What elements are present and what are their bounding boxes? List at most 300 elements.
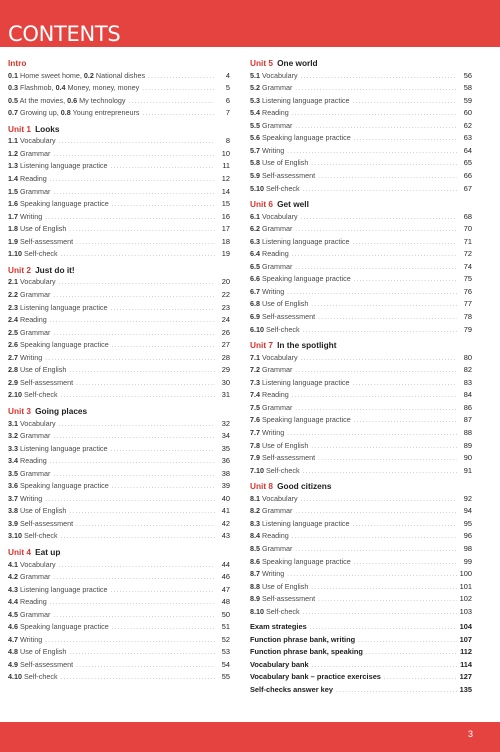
- lesson-number: 4.3: [8, 584, 18, 594]
- toc-entry-label: Exam strategies: [250, 622, 307, 632]
- unit-section: [250, 198, 472, 336]
- lesson-number: 3.6: [8, 481, 18, 491]
- dot-leader: [45, 635, 215, 648]
- lesson-title: Writing: [262, 145, 285, 155]
- toc-entry-label: [8, 70, 145, 83]
- toc-entry-label: [8, 107, 140, 120]
- toc-entry[interactable]: [250, 236, 472, 249]
- toc-entry[interactable]: [250, 211, 472, 224]
- toc-entry[interactable]: [250, 493, 472, 506]
- lesson-number: 6.5: [250, 261, 260, 271]
- page-ref: 74: [463, 261, 472, 271]
- toc-entry[interactable]: [8, 289, 230, 302]
- page-ref: 42: [221, 518, 230, 528]
- toc-entry[interactable]: [8, 352, 230, 365]
- lesson-title: Grammar: [262, 261, 293, 271]
- unit-section: [8, 405, 230, 543]
- toc-entry[interactable]: [8, 377, 230, 390]
- unit-heading: [8, 405, 230, 418]
- toc-entry[interactable]: [250, 465, 472, 478]
- lesson-number: 4.4: [8, 597, 18, 607]
- toc-entry[interactable]: [250, 530, 472, 543]
- toc-entry-label: [250, 402, 292, 415]
- page-ref: 62: [463, 120, 472, 130]
- lesson-title: Use of English: [262, 440, 309, 450]
- toc-entry[interactable]: [250, 581, 472, 594]
- toc-entry-label: [250, 518, 350, 531]
- lesson-title: Speaking language practice: [262, 274, 351, 284]
- toc-entry[interactable]: [8, 135, 230, 148]
- lesson-number: 5.3: [250, 95, 260, 105]
- toc-entry[interactable]: [8, 211, 230, 224]
- lesson-number: 0.3: [8, 83, 18, 93]
- toc-entry[interactable]: [8, 480, 230, 493]
- page-ref: 75: [463, 274, 472, 284]
- toc-entry[interactable]: [250, 311, 472, 324]
- toc-entry[interactable]: [8, 186, 230, 199]
- lesson-number: 7.8: [250, 440, 260, 450]
- toc-entry[interactable]: [250, 364, 472, 377]
- unit-number: Unit 3: [8, 405, 32, 416]
- toc-entry[interactable]: [250, 145, 472, 158]
- toc-entry[interactable]: [250, 414, 472, 427]
- page-ref: 76: [463, 286, 472, 296]
- toc-entry-label: [8, 223, 66, 236]
- page-ref: 16: [221, 211, 230, 221]
- lesson-title: Young entrepreneurs: [72, 108, 140, 118]
- lesson-title: Reading: [20, 456, 47, 466]
- toc-entry[interactable]: [8, 443, 230, 456]
- page-ref: 65: [463, 158, 472, 168]
- page-ref: 114: [460, 659, 472, 669]
- toc-entry[interactable]: [250, 440, 472, 453]
- lesson-number: 8.5: [250, 543, 260, 553]
- toc-entry-label: [8, 314, 47, 327]
- toc-entry-label: [250, 452, 315, 465]
- lesson-number: 6.6: [250, 274, 260, 284]
- toc-entry[interactable]: [250, 273, 472, 286]
- toc-entry[interactable]: [250, 389, 472, 402]
- toc-entry[interactable]: [250, 120, 472, 133]
- toc-entry[interactable]: [8, 339, 230, 352]
- toc-entry-label: [8, 276, 56, 289]
- toc-entry[interactable]: [8, 160, 230, 173]
- dot-leader: [287, 569, 456, 582]
- lesson-number: 3.8: [8, 506, 18, 516]
- toc-entry[interactable]: [8, 276, 230, 289]
- contents-column-right: [250, 55, 472, 700]
- lesson-title: Speaking language practice: [20, 340, 109, 350]
- page-ref: 19: [221, 249, 230, 259]
- toc-entry[interactable]: [8, 107, 230, 120]
- dot-leader: [111, 585, 215, 598]
- lesson-number: 2.8: [8, 365, 18, 375]
- toc-entry[interactable]: [250, 223, 472, 236]
- dot-leader: [384, 672, 457, 685]
- page-ref: 79: [463, 324, 472, 334]
- page-ref: 96: [463, 531, 472, 541]
- toc-entry[interactable]: [8, 223, 230, 236]
- toc-entry[interactable]: [250, 646, 472, 659]
- lesson-number: 5.9: [250, 170, 260, 180]
- page-ref: 60: [463, 108, 472, 118]
- lesson-title: Listening language practice: [262, 95, 350, 105]
- dot-leader: [292, 531, 457, 544]
- toc-entry[interactable]: [250, 170, 472, 183]
- page-ref: 18: [221, 236, 230, 246]
- lesson-title: Use of English: [20, 506, 67, 516]
- lesson-title: Home sweet home,: [20, 70, 84, 80]
- page-ref: 58: [463, 83, 472, 93]
- toc-entry[interactable]: [8, 634, 230, 647]
- page-ref: 11: [222, 161, 230, 171]
- lesson-number: 3.4: [8, 456, 18, 466]
- lesson-title: Grammar: [20, 148, 51, 158]
- toc-entry-label: [250, 324, 300, 337]
- toc-entry-label: [8, 659, 73, 672]
- page-ref: 82: [463, 365, 472, 375]
- toc-entry-label: [8, 173, 47, 186]
- lesson-number: 1.6: [8, 199, 18, 209]
- lesson-title: Grammar: [20, 609, 51, 619]
- dot-leader: [318, 312, 457, 325]
- page-ref: 84: [463, 390, 472, 400]
- toc-entry-label: [250, 389, 289, 402]
- toc-entry[interactable]: [8, 646, 230, 659]
- toc-entry[interactable]: [8, 418, 230, 431]
- dot-leader: [292, 390, 457, 403]
- dot-leader: [59, 560, 215, 573]
- page-ref: 91: [463, 465, 472, 475]
- toc-entry[interactable]: [250, 298, 472, 311]
- toc-entry[interactable]: [250, 402, 472, 415]
- dot-leader: [303, 607, 457, 620]
- lesson-title: Listening language practice: [20, 302, 108, 312]
- toc-entry[interactable]: [250, 324, 472, 337]
- dot-leader: [50, 174, 215, 187]
- toc-entry-label: Function phrase bank, speaking: [250, 647, 363, 657]
- lesson-title: Flashmob,: [20, 83, 56, 93]
- lesson-title: Use of English: [20, 224, 67, 234]
- toc-entry[interactable]: [8, 621, 230, 634]
- toc-entry-label: [250, 170, 315, 183]
- unit-title: In the spotlight: [277, 340, 337, 351]
- toc-entry[interactable]: [250, 377, 472, 390]
- dot-leader: [76, 519, 215, 532]
- page-ref: 24: [221, 315, 230, 325]
- toc-entry-label: [8, 634, 42, 647]
- lesson-title: Self-check: [24, 249, 58, 259]
- toc-entry[interactable]: [8, 70, 230, 83]
- toc-entry-label: [8, 455, 47, 468]
- toc-entry[interactable]: [250, 543, 472, 556]
- dot-leader: [142, 83, 215, 96]
- toc-entry-label: [250, 568, 284, 581]
- toc-entry[interactable]: [250, 261, 472, 274]
- toc-entry[interactable]: [250, 82, 472, 95]
- lesson-number: 6.2: [250, 224, 260, 234]
- lesson-number: 0.4: [55, 83, 66, 93]
- toc-entry[interactable]: [250, 70, 472, 83]
- dot-leader: [311, 158, 457, 171]
- lesson-title: Vocabulary: [262, 70, 298, 80]
- toc-entry-label: [250, 465, 300, 478]
- toc-entry[interactable]: [250, 183, 472, 196]
- page-ref: 70: [463, 224, 472, 234]
- page-ref: 46: [221, 572, 230, 582]
- lesson-title: Money, money, money: [67, 83, 140, 93]
- toc-entry-label: [8, 418, 56, 431]
- toc-entry-label: [8, 493, 42, 506]
- lesson-title: Self-check: [24, 390, 58, 400]
- toc-entry[interactable]: [8, 302, 230, 315]
- toc-entry[interactable]: [8, 455, 230, 468]
- toc-entry[interactable]: [250, 634, 472, 647]
- unit-section: [8, 57, 230, 120]
- toc-entry-label: [8, 339, 109, 352]
- toc-entry-label: [250, 183, 300, 196]
- unit-section: [8, 123, 230, 261]
- lesson-title: Self-assessment: [262, 594, 316, 604]
- lesson-number: 0.6: [67, 95, 78, 105]
- unit-number: Unit 4: [8, 546, 32, 557]
- toc-entry[interactable]: [8, 248, 230, 261]
- toc-entry[interactable]: [250, 593, 472, 606]
- dot-leader: [45, 212, 215, 225]
- page-ref: 27: [221, 340, 230, 350]
- dot-leader: [59, 277, 215, 290]
- lesson-title: Writing: [20, 634, 43, 644]
- toc-entry[interactable]: [250, 107, 472, 120]
- toc-entry[interactable]: [250, 427, 472, 440]
- lesson-number: 4.1: [8, 559, 18, 569]
- toc-entry[interactable]: [8, 659, 230, 672]
- toc-entry-label: Vocabulary bank – practice exercises: [250, 672, 381, 682]
- unit-heading: [250, 198, 472, 211]
- toc-entry[interactable]: [250, 556, 472, 569]
- lesson-number: 0.8: [60, 108, 71, 118]
- lesson-title: Speaking language practice: [20, 481, 109, 491]
- toc-entry-label: [250, 236, 350, 249]
- lesson-number: 4.2: [8, 572, 18, 582]
- lesson-title: Self-check: [24, 531, 58, 541]
- toc-entry-label: [250, 352, 298, 365]
- page-ref: 39: [221, 481, 230, 491]
- lesson-title: Use of English: [262, 158, 309, 168]
- toc-entry[interactable]: [8, 468, 230, 481]
- page-ref: 35: [221, 443, 230, 453]
- lesson-number: 4.5: [8, 609, 18, 619]
- dot-leader: [353, 237, 457, 250]
- page-ref: 41: [221, 506, 230, 516]
- toc-entry-label: Self-checks answer key: [250, 684, 333, 694]
- toc-entry-label: [250, 530, 289, 543]
- dot-leader: [111, 444, 215, 457]
- toc-entry[interactable]: [250, 518, 472, 531]
- toc-entry[interactable]: [8, 505, 230, 518]
- toc-entry-label: [250, 95, 350, 108]
- lesson-number: 7.2: [250, 365, 260, 375]
- toc-entry-label: [8, 389, 58, 402]
- lesson-title: Self-check: [266, 465, 300, 475]
- lesson-title: Grammar: [20, 186, 51, 196]
- toc-entry[interactable]: [8, 609, 230, 622]
- toc-entry[interactable]: [250, 606, 472, 619]
- lesson-title: Use of English: [262, 581, 309, 591]
- lesson-number: 5.4: [250, 108, 260, 118]
- lesson-title: Self-check: [266, 606, 300, 616]
- lesson-title: Speaking language practice: [262, 556, 351, 566]
- toc-entry-label: [250, 377, 350, 390]
- page-ref: 29: [221, 365, 230, 375]
- dot-leader: [318, 171, 457, 184]
- page-ref: 12: [221, 174, 230, 184]
- dot-leader: [301, 353, 457, 366]
- lesson-number: 1.3: [8, 161, 18, 171]
- page-ref: 43: [221, 531, 230, 541]
- toc-entry[interactable]: [8, 389, 230, 402]
- lesson-title: Grammar: [262, 224, 293, 234]
- lesson-number: 1.5: [8, 186, 18, 196]
- lesson-title: Speaking language practice: [20, 622, 109, 632]
- lesson-number: 8.3: [250, 518, 260, 528]
- lesson-number: 1.8: [8, 224, 18, 234]
- page-ref: 99: [463, 556, 472, 566]
- page-ref: 112: [460, 647, 472, 657]
- toc-entry[interactable]: [8, 530, 230, 543]
- lesson-title: Self-assessment: [20, 236, 74, 246]
- dot-leader: [318, 594, 457, 607]
- page-ref: 7: [225, 108, 230, 118]
- toc-entry[interactable]: [250, 248, 472, 261]
- page-ref: 100: [459, 569, 472, 579]
- toc-entry[interactable]: [8, 559, 230, 572]
- dot-leader: [303, 466, 457, 479]
- toc-entry[interactable]: [250, 452, 472, 465]
- lesson-number: 1.4: [8, 174, 18, 184]
- lesson-number: 8.2: [250, 506, 260, 516]
- toc-entry[interactable]: [8, 327, 230, 340]
- toc-entry[interactable]: [8, 314, 230, 327]
- toc-entry[interactable]: [8, 584, 230, 597]
- dot-leader: [287, 428, 457, 441]
- unit-number: Unit 8: [250, 481, 274, 492]
- lesson-number: 1.1: [8, 136, 18, 146]
- page-ref: 48: [221, 597, 230, 607]
- toc-entry-label: [250, 157, 308, 170]
- toc-entry[interactable]: [250, 505, 472, 518]
- toc-entry[interactable]: [8, 493, 230, 506]
- page-ref: 77: [463, 299, 472, 309]
- toc-entry[interactable]: [250, 352, 472, 365]
- page-ref: 86: [463, 402, 472, 412]
- unit-title: Looks: [35, 123, 60, 134]
- toc-entry[interactable]: [8, 364, 230, 377]
- toc-entry-label: [8, 609, 50, 622]
- unit-number: Unit 2: [8, 264, 32, 275]
- toc-entry-label: [8, 443, 108, 456]
- toc-entry-label: [250, 211, 298, 224]
- toc-entry[interactable]: [8, 430, 230, 443]
- toc-entry-label: [8, 430, 50, 443]
- toc-entry[interactable]: [250, 684, 472, 697]
- toc-entry[interactable]: [250, 671, 472, 684]
- toc-entry[interactable]: [250, 659, 472, 672]
- unit-heading: [250, 57, 472, 70]
- lesson-number: 2.2: [8, 289, 18, 299]
- toc-entry-label: [8, 480, 109, 493]
- lesson-title: Writing: [262, 569, 285, 579]
- unit-title: One world: [277, 58, 318, 68]
- toc-entry[interactable]: [8, 671, 230, 684]
- toc-entry-label: [8, 82, 139, 95]
- toc-entry[interactable]: [8, 236, 230, 249]
- unit-section: [8, 546, 230, 684]
- toc-entry[interactable]: [250, 621, 472, 634]
- toc-entry-label: [250, 364, 292, 377]
- lesson-title: Use of English: [262, 299, 309, 309]
- dot-leader: [112, 199, 215, 212]
- lesson-title: Reading: [262, 108, 289, 118]
- toc-entry[interactable]: [250, 568, 472, 581]
- page-ref: 5: [225, 83, 230, 93]
- toc-entry[interactable]: [250, 157, 472, 170]
- toc-entry-label: [8, 352, 42, 365]
- lesson-number: 5.10: [250, 183, 264, 193]
- lesson-number: 1.10: [8, 249, 22, 259]
- dot-leader: [69, 224, 215, 237]
- dot-leader: [301, 212, 457, 225]
- dot-leader: [61, 390, 215, 403]
- page-ref: 92: [463, 493, 472, 503]
- toc-entry-label: [250, 493, 298, 506]
- lesson-number: 1.7: [8, 211, 18, 221]
- lesson-title: Self-check: [266, 324, 300, 334]
- lesson-title: Reading: [262, 531, 289, 541]
- toc-entry[interactable]: [8, 518, 230, 531]
- dot-leader: [59, 136, 215, 149]
- toc-entry-label: [8, 236, 73, 249]
- toc-entry[interactable]: [250, 95, 472, 108]
- toc-entry[interactable]: [250, 286, 472, 299]
- toc-entry-label: [8, 530, 58, 543]
- toc-entry[interactable]: [8, 173, 230, 186]
- dot-leader: [50, 315, 215, 328]
- page-ref: 59: [463, 95, 472, 105]
- dot-leader: [311, 299, 457, 312]
- lesson-number: 5.8: [250, 158, 260, 168]
- dot-leader: [353, 378, 457, 391]
- page-ref: 87: [463, 415, 472, 425]
- toc-entry-label: [250, 132, 351, 145]
- unit-number: Unit 6: [250, 199, 274, 210]
- lesson-number: 2.9: [8, 377, 18, 387]
- toc-entry-label: Function phrase bank, writing: [250, 634, 356, 644]
- toc-entry-label: [8, 364, 66, 377]
- toc-entry[interactable]: [8, 571, 230, 584]
- lesson-number: 7.9: [250, 453, 260, 463]
- toc-entry[interactable]: [8, 198, 230, 211]
- toc-entry[interactable]: [8, 596, 230, 609]
- toc-entry[interactable]: [8, 82, 230, 95]
- dot-leader: [303, 325, 457, 338]
- toc-entry[interactable]: [8, 148, 230, 161]
- page-ref: 95: [463, 518, 472, 528]
- toc-entry[interactable]: [250, 132, 472, 145]
- toc-entry[interactable]: [8, 95, 230, 108]
- lesson-title: Vocabulary: [20, 559, 56, 569]
- toc-entry-label: [8, 671, 58, 684]
